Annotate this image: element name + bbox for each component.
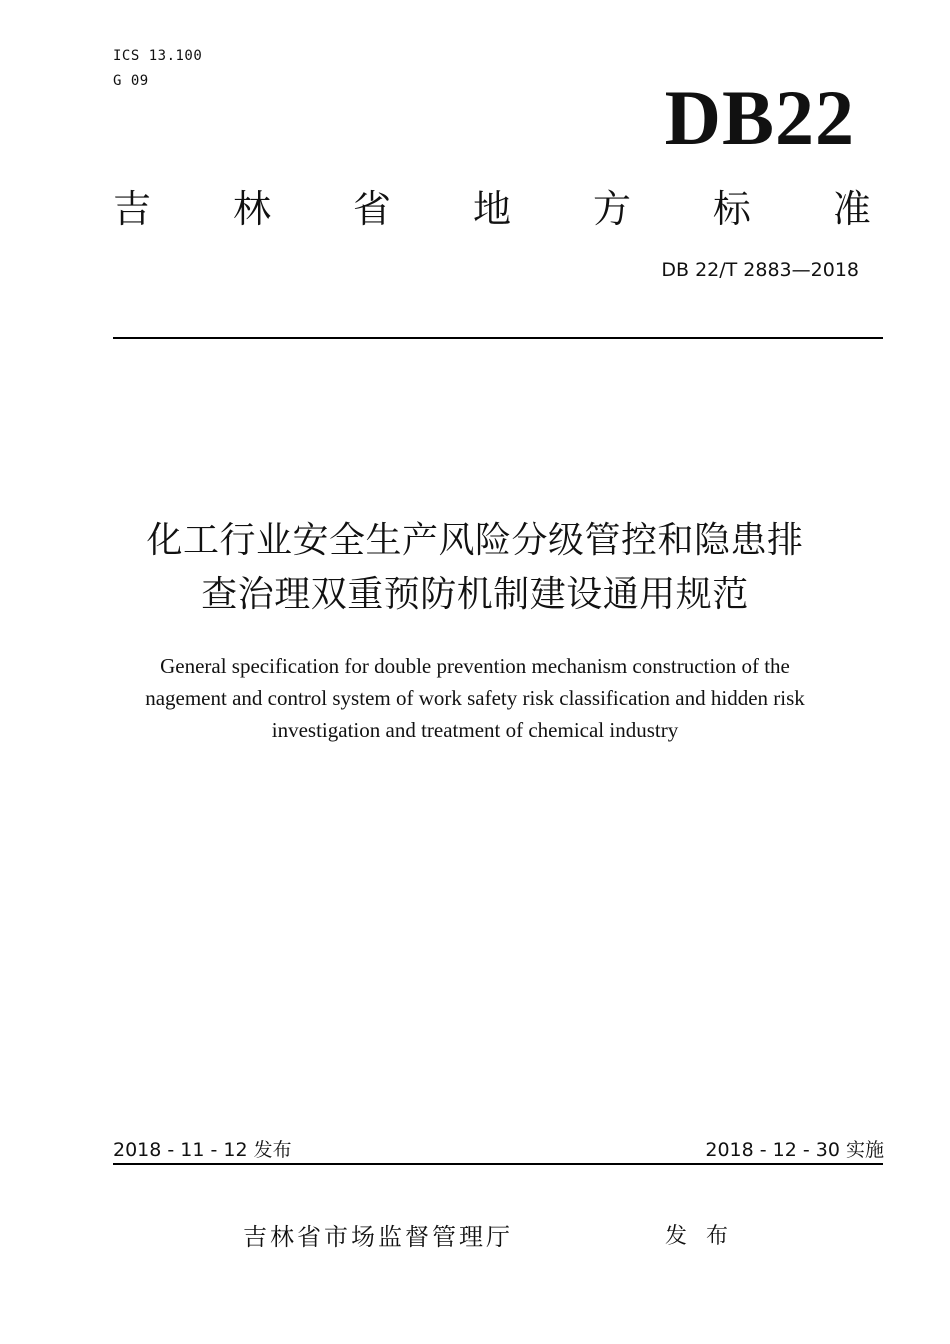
ics-code: ICS 13.100 bbox=[113, 48, 203, 64]
classification-code: G 09 bbox=[113, 73, 149, 89]
standard-title-char: 标 bbox=[712, 187, 751, 231]
english-title-line-1: General specification for double prevention mechanism construction of the bbox=[160, 654, 790, 678]
top-divider bbox=[113, 337, 883, 339]
bottom-divider bbox=[113, 1163, 883, 1165]
standard-title-char: 林 bbox=[232, 187, 271, 231]
standard-title-char: 方 bbox=[592, 187, 631, 231]
db-code-logo: DB22 bbox=[664, 74, 855, 161]
implementation-date: 2018 - 12 - 30 实施 bbox=[705, 1139, 884, 1161]
chinese-title-line-1: 化工行业安全生产风险分级管控和隐患排 bbox=[146, 520, 804, 561]
standard-title-char: 地 bbox=[472, 187, 511, 231]
english-title-line-2: nagement and control system of work safety risk classification and hidden risk bbox=[145, 686, 805, 710]
standard-category-title bbox=[113, 187, 871, 231]
issue-date: 2018 - 11 - 12 发布 bbox=[113, 1139, 292, 1161]
standard-number: DB 22/T 2883—2018 bbox=[661, 259, 859, 281]
issuing-authority: 吉林省市场监督管理厅 bbox=[243, 1223, 513, 1251]
english-title-line-3: investigation and treatment of chemical industry bbox=[271, 718, 679, 742]
issue-label: 发 布 bbox=[665, 1224, 734, 1249]
standard-title-char: 准 bbox=[832, 187, 871, 231]
chinese-title-line-2: 查治理双重预防机制建设通用规范 bbox=[201, 574, 749, 615]
standard-title-char: 吉 bbox=[113, 187, 152, 231]
standard-title-char: 省 bbox=[352, 187, 391, 231]
